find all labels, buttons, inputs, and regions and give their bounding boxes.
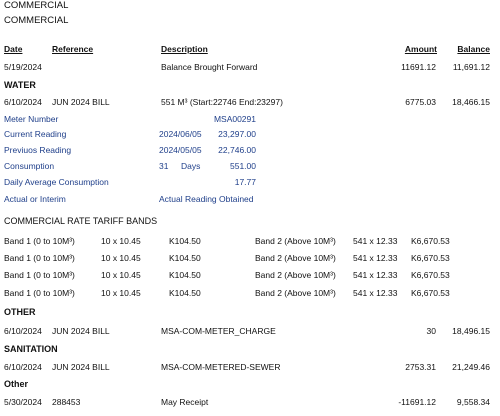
header-description: Description	[161, 44, 208, 54]
current-reading-date: 2024/06/05	[159, 129, 202, 139]
bf-date: 5/19/2024	[4, 62, 42, 72]
consumption-days-label: Days	[181, 161, 201, 171]
tariff-amt2: K6,670.53	[411, 270, 450, 280]
tariff-band1: Band 1 (0 to 10M³)	[4, 288, 75, 298]
tariff-band2: Band 2 (Above 10M³)	[255, 288, 336, 298]
daily-average-label: Daily Average Consumption	[4, 177, 109, 187]
tariff-qty1: 10 x 10.45	[101, 253, 141, 263]
sanitation-reference: JUN 2024 BILL	[52, 362, 110, 372]
sanitation-amount: 2753.31	[405, 362, 436, 372]
receipt-amount: -11691.12	[398, 397, 436, 407]
receipt-balance: 9,558.34	[456, 397, 490, 407]
other-reference: JUN 2024 BILL	[52, 326, 110, 336]
receipt-reference: 288453	[52, 397, 81, 407]
receipt-description: May Receipt	[161, 397, 209, 407]
previous-reading-date: 2024/05/05	[159, 145, 202, 155]
tariff-band1: Band 1 (0 to 10M³)	[4, 253, 75, 263]
page-title: COMMERCIAL	[4, 0, 69, 11]
tariff-qty2: 541 x 12.33	[353, 236, 398, 246]
tariff-amt1: K104.50	[169, 236, 201, 246]
header-amount: Amount	[404, 44, 437, 54]
meter-number-label: Meter Number	[4, 114, 59, 124]
section-other: OTHER	[4, 307, 36, 317]
tariff-amt2: K6,670.53	[411, 236, 450, 246]
tariff-band1: Band 1 (0 to 10M³)	[4, 270, 75, 280]
water-balance: 18,466.15	[452, 97, 490, 107]
tariff-band2: Band 2 (Above 10M³)	[255, 253, 336, 263]
tariff-band2: Band 2 (Above 10M³)	[255, 270, 336, 280]
section-sanitation: SANITATION	[4, 344, 58, 354]
consumption-label: Consumption	[4, 161, 55, 171]
tariff-qty1: 10 x 10.45	[101, 288, 141, 298]
tariff-amt2: K6,670.53	[411, 253, 450, 263]
water-date: 6/10/2024	[4, 97, 42, 107]
tariff-qty2: 541 x 12.33	[353, 288, 398, 298]
sanitation-description: MSA-COM-METERED-SEWER	[161, 362, 281, 372]
tariff-amt1: K104.50	[169, 253, 201, 263]
current-reading-value: 23,297.00	[218, 129, 256, 139]
tariff-heading: COMMERCIAL RATE TARIFF BANDS	[4, 216, 158, 226]
daily-average-value: 17.77	[234, 177, 256, 187]
other-description: MSA-COM-METER_CHARGE	[161, 326, 276, 336]
tariff-qty1: 10 x 10.45	[101, 236, 141, 246]
tariff-amt2: K6,670.53	[411, 288, 450, 298]
bf-description: Balance Brought Forward	[161, 62, 258, 72]
tariff-qty1: 10 x 10.45	[101, 270, 141, 280]
sanitation-date: 6/10/2024	[4, 362, 42, 372]
water-description: 551 M³ (Start:22746 End:23297)	[161, 97, 283, 107]
tariff-band2: Band 2 (Above 10M³)	[255, 236, 336, 246]
consumption-days: 31	[159, 161, 169, 171]
previous-reading-value: 22,746.00	[218, 145, 256, 155]
consumption-value: 551.00	[230, 161, 256, 171]
sanitation-balance: 21,249.46	[452, 362, 490, 372]
tariff-amt1: K104.50	[169, 288, 201, 298]
tariff-qty2: 541 x 12.33	[353, 253, 398, 263]
meter-number-value: MSA00291	[213, 114, 256, 124]
receipt-date: 5/30/2024	[4, 397, 42, 407]
tariff-band1: Band 1 (0 to 10M³)	[4, 236, 75, 246]
section-water: WATER	[4, 80, 36, 90]
bf-balance: 11,691.12	[452, 62, 490, 72]
bf-amount: 11691.12	[401, 62, 436, 72]
page-subtitle: COMMERCIAL	[4, 15, 69, 26]
header-reference: Reference	[52, 44, 94, 54]
header-date: Date	[4, 44, 23, 54]
other-date: 6/10/2024	[4, 326, 42, 336]
tariff-amt1: K104.50	[169, 270, 201, 280]
water-amount: 6775.03	[405, 97, 436, 107]
previous-reading-label: Previuos Reading	[4, 145, 72, 155]
water-reference: JUN 2024 BILL	[52, 97, 110, 107]
header-balance: Balance	[457, 44, 490, 54]
actual-interim-label: Actual or Interim	[4, 194, 66, 204]
section-other-receipt: Other	[4, 379, 29, 389]
other-balance: 18,496.15	[452, 326, 490, 336]
actual-interim-value: Actual Reading Obtained	[159, 194, 254, 204]
current-reading-label: Current Reading	[4, 129, 67, 139]
tariff-qty2: 541 x 12.33	[353, 270, 398, 280]
other-amount: 30	[426, 326, 436, 336]
